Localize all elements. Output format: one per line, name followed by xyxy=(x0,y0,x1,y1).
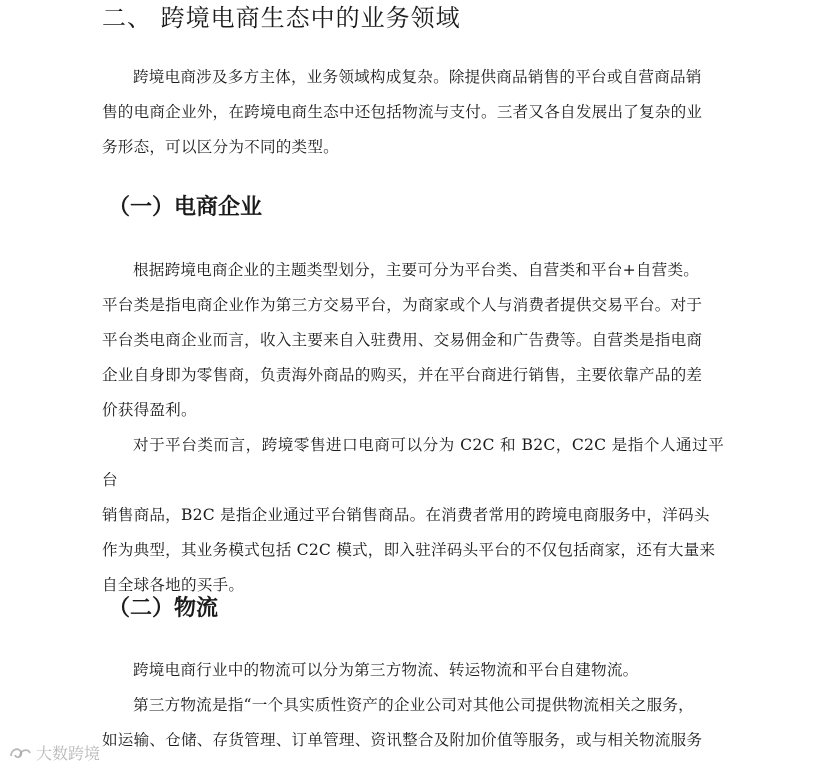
ecommerce-paragraph-2: 对于平台类而言，跨境零售进口电商可以分为 C2C 和 B2C，C2C 是指个人通过平台 销售商品，B2C 是指企业通过平台销售商品。在消费者常用的跨境电商服务中，洋码头 作为典型，其业务模式包括 C2C 模式，即入驻洋码头平台的不仅包括商家，还有大量来 自全球各地的买手。 xyxy=(102,436,724,594)
logistics-paragraph-1: 跨境电商行业中的物流可以分为第三方物流、转运物流和平台自建物流。 xyxy=(133,661,639,679)
logo-swirl-icon xyxy=(8,744,32,762)
watermark xyxy=(8,741,100,764)
watermark-text: 大数跨境 xyxy=(36,744,101,763)
subsection-title-ecommerce: （一）电商企业 xyxy=(108,195,263,220)
ecommerce-paragraph-1: 根据跨境电商企业的主题类型划分，主要可分为平台类、自营类和平台+自营类。 平台类是指电商企业作为第三方交易平台，为商家或个人与消费者提供交易平台。对于 平台类电商企业而言，收入主要来自入驻费用、交易佣金和广告费等。自营类是指电商 企业自身即为零售商，负责海外商品的购买，并在平台商进行销售，主要依靠产品的差 价获得盈利。 xyxy=(102,261,703,419)
section-title: 二、 跨境电商生态中的业务领域 xyxy=(102,4,461,32)
intro-paragraph: 跨境电商涉及多方主体，业务领域构成复杂。除提供商品销售的平台或自营商品销 售的电商企业外，在跨境电商生态中还包括物流与支付。三者又各自发展出了复杂的业 务形态，可以区分为不同的类型。 xyxy=(102,68,703,156)
subsection-title-logistics: （二）物流 xyxy=(108,596,219,621)
logistics-paragraph-2: 第三方物流是指“一个具实质性资产的企业公司对其他公司提供物流相关之服务， 如运输、仓储、存货管理、订单管理、资讯整合及附加价值等服务，或与相关物流服务 xyxy=(102,696,703,749)
